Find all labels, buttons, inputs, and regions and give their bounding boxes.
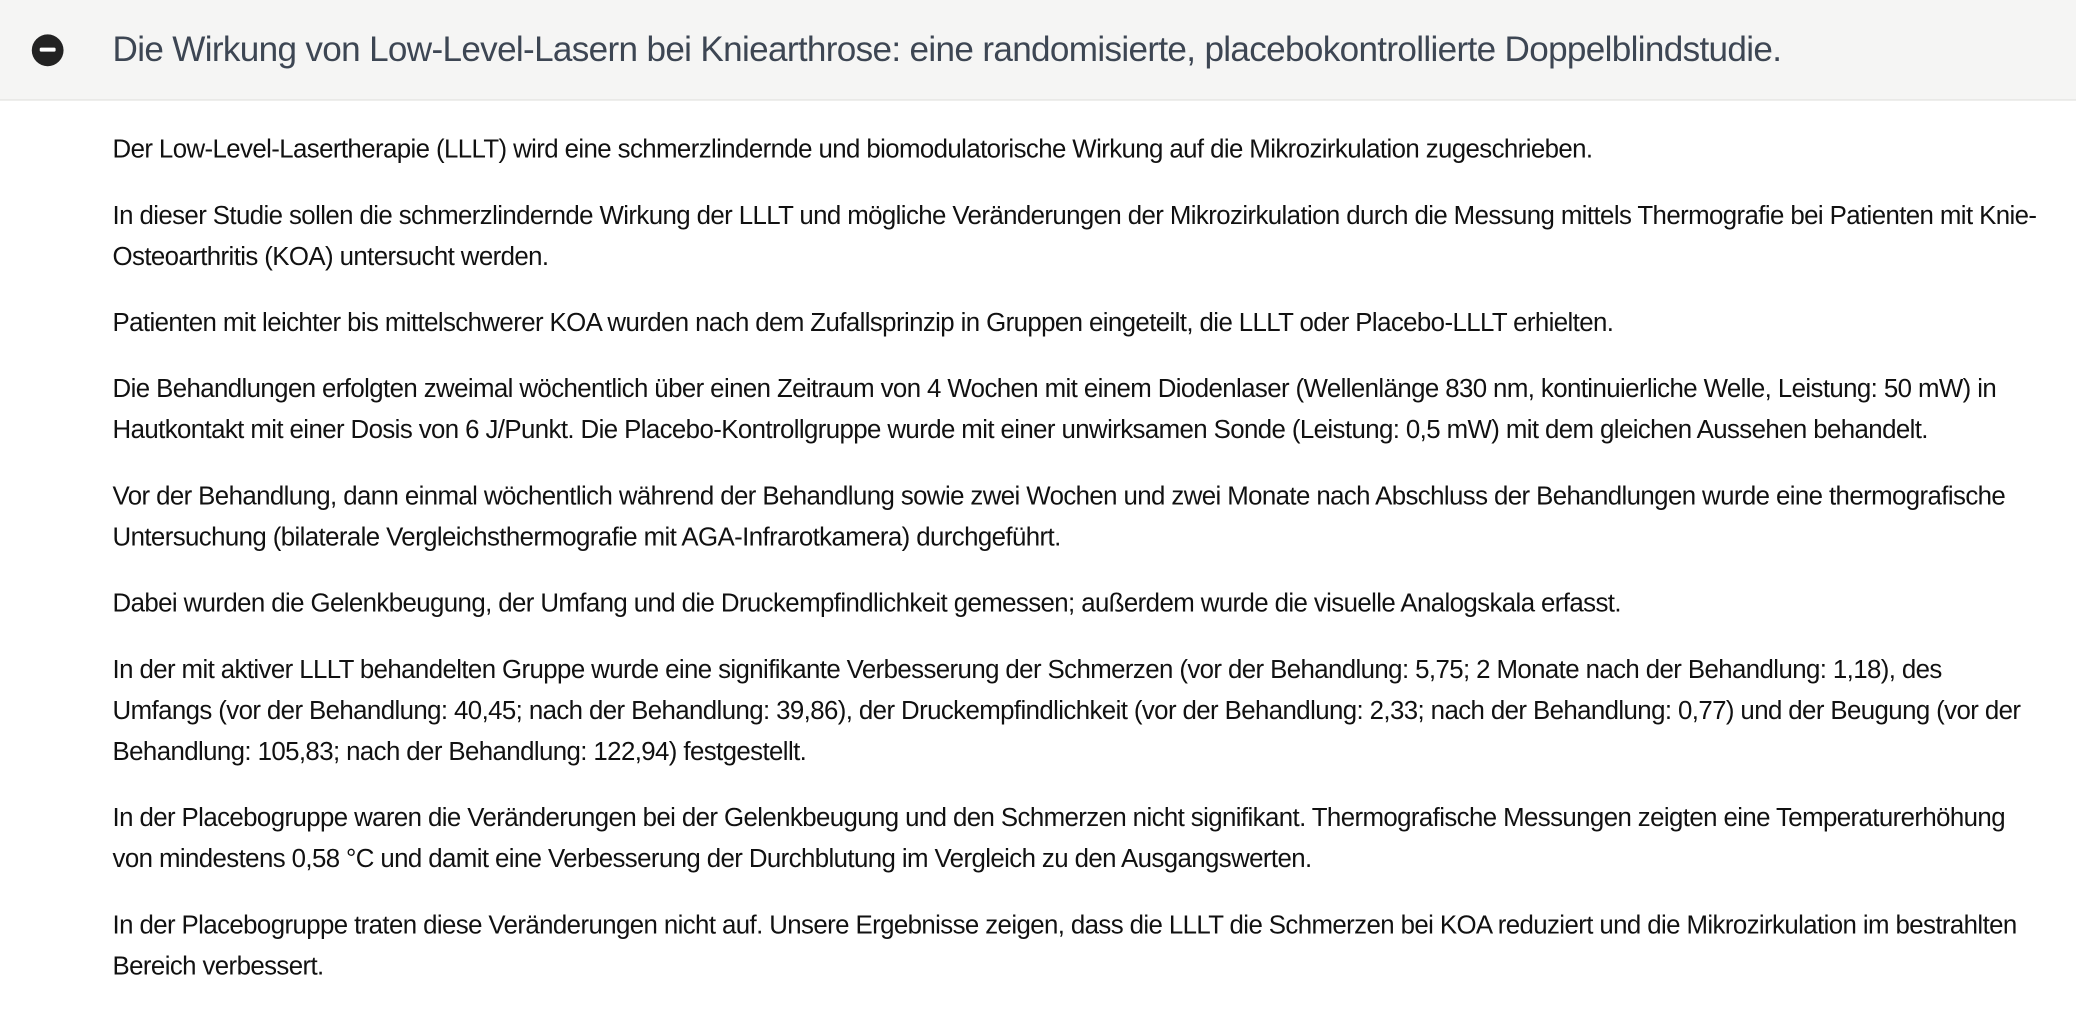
paragraph-conclusion: In der Placebogruppe traten diese Veränderungen nicht auf. Unsere Ergebnisse zeigen, dass die LLLT die Schmerzen bei KOA reduziert und die Mikrozirkulation im bestrahlten Bereich verbessert. bbox=[112, 910, 2017, 982]
accordion-header[interactable] bbox=[0, 0, 2076, 101]
paragraph-measurements: Dabei wurden die Gelenkbeugung, der Umfang und die Druckempfindlichkeit gemessen; außerdem wurde die visuelle Analogskala erfasst. bbox=[112, 589, 1621, 619]
minus-circle-icon[interactable] bbox=[32, 34, 64, 66]
paragraph-results-active: In der mit aktiver LLLT behandelten Gruppe wurde eine signifikante Verbesserung der Schmerzen (vor der Behandlung: 5,75; 2 Monate nach der Behandlung: 1,18), des Umfangs (vor der Behandlung: 40,45; nach der Behandlung: 39,86), der Druckempfindlichkeit (vor der Behandlung: 2,33; nach der Behandlung: 0,77) und der Beugung (vor der Behandlung: 105,83; nach der Behandlung: 122,94) festgestellt. bbox=[112, 655, 2021, 767]
accordion-content bbox=[0, 101, 2076, 988]
paragraph-study-aim: In dieser Studie sollen die schmerzlindernde Wirkung der LLLT und mögliche Veränderungen der Mikrozirkulation durch die Messung mittels Thermografie bei Patienten mit Knie-Osteoarthritis (KOA) untersucht werden. bbox=[112, 201, 2037, 272]
paragraph-thermography: Vor der Behandlung, dann einmal wöchentlich während der Behandlung sowie zwei Wochen und zwei Monate nach Abschluss der Behandlungen wurde eine thermografische Untersuchung (bilaterale Vergleichsthermografie mit AGA-Infrarotkamera) durchgeführt. bbox=[112, 481, 2006, 553]
paragraph-treatment: Die Behandlungen erfolgten zweimal wöchentlich über einen Zeitraum von 4 Wochen mit einem Diodenlaser (Wellenlänge 830 nm, kontinuierliche Welle, Leistung: 50 mW) in Hautkontakt mit einer Dosis von 6 J/Punkt. Die Placebo-Kontrollgruppe wurde mit einer unwirksamen Sonde (Leistung: 0,5 mW) mit dem gleichen Aussehen behandelt. bbox=[112, 374, 1997, 445]
paragraph-randomization: Patienten mit leichter bis mittelschwerer KOA wurden nach dem Zufallsprinzip in Gruppen eingeteilt, die LLLT oder Placebo-LLLT erhielten. bbox=[112, 308, 1614, 338]
accordion-title: Die Wirkung von Low-Level-Lasern bei Kniearthrose: eine randomisierte, placebokontrollierte Doppelblindstudie. bbox=[112, 29, 1782, 69]
paragraph-results-placebo: In der Placebogruppe waren die Veränderungen bei der Gelenkbeugung und den Schmerzen nicht signifikant. Thermografische Messungen zeigten eine Temperaturerhöhung von mindestens 0,58 °C und damit eine Verbesserung der Durchblutung im Vergleich zu den Ausgangswerten. bbox=[112, 803, 2005, 874]
paragraph-intro: Der Low-Level-Lasertherapie (LLLT) wird eine schmerzlindernde und biomodulatorische Wirkung auf die Mikrozirkulation zugeschrieben. bbox=[112, 135, 1593, 165]
collapse-toggle[interactable] bbox=[0, 34, 113, 66]
